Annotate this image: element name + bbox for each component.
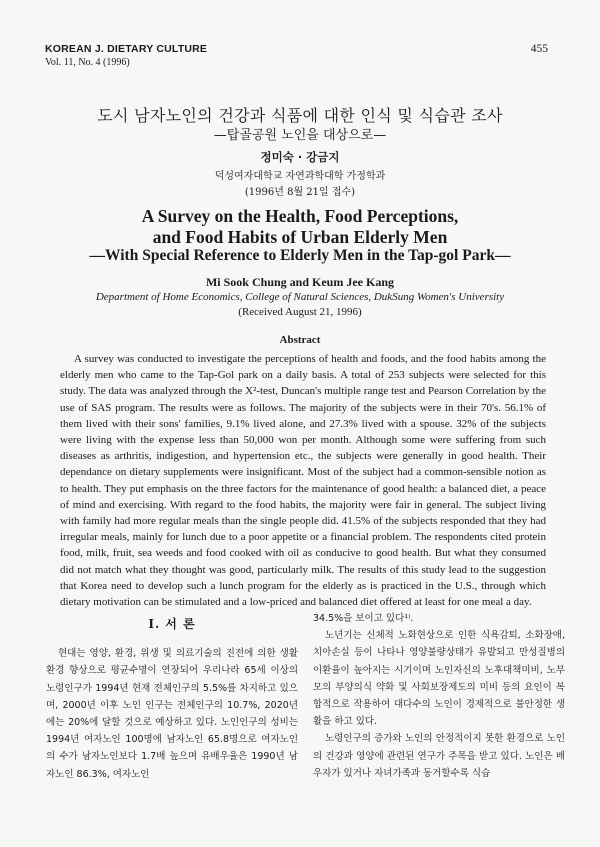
korean-authors: 정미숙 · 강금지 [260, 150, 340, 164]
intro-paragraph-1: 현대는 영양, 환경, 위생 및 의료기술의 진전에 의한 생활환경 향상으로 평균수명이 연장되어 우리나라 65세 이상의 노령인구가 1994년 현재 전체인구의 5.5%를 차지하고 있으며, 2000년 이후 노인 인구는 전체인구의 10.7%, 2020년에는 20%에 달할 것으로 예상하고 있다. 노인인구의 성비는 1994년 여자노인 100명에 남자노인 65.8명으로 여자노인의 수가 남자노인보다 1.7배 높으며 유배우율은 1990년 남자노인 86.3%, 여자노인 [46, 648, 298, 780]
english-affiliation: Department of Home Economics, College of Natural Sciences, DukSung Women's University [95, 291, 505, 303]
body-left-column [46, 610, 298, 783]
korean-affiliation: 덕성여자대학교 자연과학대학 가정학과 [214, 171, 386, 182]
page-number: 455 [530, 43, 548, 55]
journal-header [45, 43, 207, 69]
english-authors: Mi Sook Chung and Keum Jee Kang [205, 275, 395, 289]
english-title-line-3: —With Special Reference to Elderly Men in the Tap-gol Park— [89, 247, 511, 264]
korean-subtitle: —탑골공원 노인을 대상으로— [213, 128, 387, 143]
intro-paragraph-1-continued: 34.5%을 보이고 있다¹⁾. [313, 613, 414, 624]
korean-title: 도시 남자노인의 건강과 식품에 대한 인식 및 식습관 조사 [97, 106, 503, 125]
intro-paragraph-2: 노년기는 신체적 노화현상으로 인한 식욕감퇴, 소화장애, 치아손실 등이 나타나 영양불량상태가 유발되고 만성질병의 이환율이 높아지는 시기이며 노인자신의 노후대책미비, 노부모의 부양의식 약화 및 사회보장제도의 미비 등의 요인이 복합적으로 작용하여 대다수의 노인이 경제적으로 불안정한 생활을 하고 있다. [313, 630, 565, 728]
section-heading-introduction: I. 서 론 [148, 617, 196, 631]
english-title-line-2: and Food Habits of Urban Elderly Men [152, 227, 448, 247]
intro-paragraph-3: 노령인구의 증가와 노인의 안정적이지 못한 환경으로 노인의 건강과 영양에 관련된 연구가 주목을 받고 있다. 노인은 배우자가 있거나 자녀가족과 동거할수록 식습 [313, 733, 565, 779]
english-received-date: (Received August 21, 1996) [238, 306, 362, 318]
abstract-text: A survey was conducted to investigate the perceptions of health and foods, and the food habits among the elderly men who came to the Tap-Gol park on a daily basis. A total of 253 subjects were selected for this study. The data was analyzed through the X²-test, Duncan's multiple range test and Pearson Correlation by the use of SAS program. The results were as follows. The majority of the subjects were in their 70's. 56.1% of them lived with their sons' families, 9.1% lived alone, and 27.3% lived with a spouse. 32% of the subjects were living with the expense less than 50,000 won per month. Although some were suffering from such diseases as arthritis, indigestion, and hypertension etc., the subjects were generally in good health. Their dependance on dietary supplements were insignificant. Most of the subject had a common-sensible notion as to health. They put emphasis on the three factors for the maintenance of good health: a balanced diet, a peace of mind and exercising. With regard to the food habits, the majority were fair in general. The subject living with family had more regular meals than the single people did. 41.5% of the subjects responded that they had irregular meals, mainly for lunch due to a poor appetite or a financial problem. The respondents cited protein food, milk, fruit, sea weeds and food cooked with oil as conducive to good health. But what they consumed did not match what they thought was good, particularly milk. The results of this study lead to the suggestion that Korea need to develop such a lunch program for the elderly as is practiced in the U.S., through which dietary motivation can be stimulated and a low-priced and balanced diet offered at least for one meal a day. [60, 353, 546, 609]
volume-issue: Vol. 11, No. 4 (1996) [45, 57, 130, 68]
body-right-column [313, 610, 565, 782]
english-title-line-1: A Survey on the Health, Food Perceptions, [141, 206, 459, 226]
journal-name: KOREAN J. DIETARY CULTURE [45, 43, 208, 55]
korean-received-date: (1996년 8월 21일 접수) [244, 187, 356, 198]
abstract-heading: Abstract [279, 334, 321, 346]
